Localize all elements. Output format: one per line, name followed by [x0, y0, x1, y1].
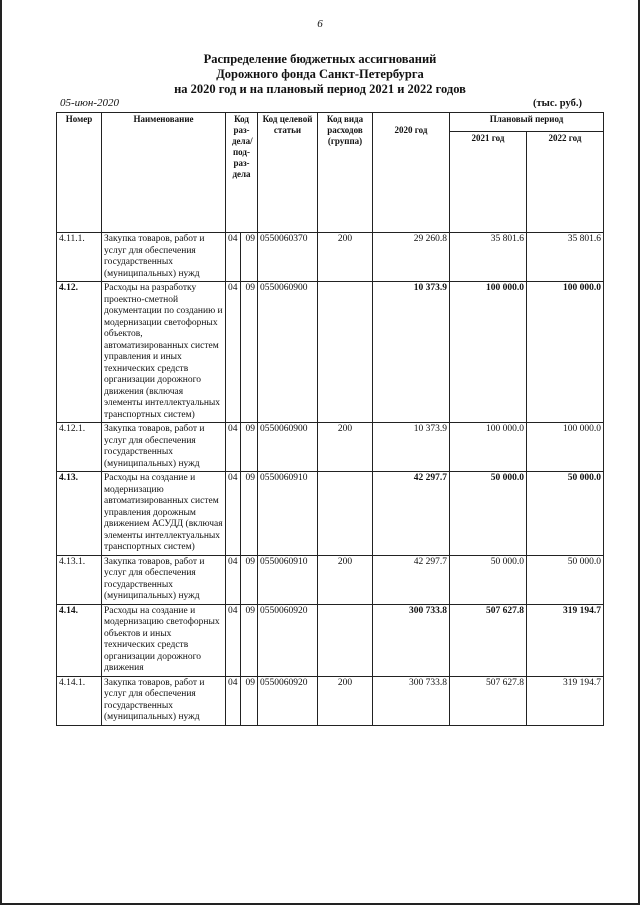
header-planning-period: Плановый период — [450, 113, 604, 132]
table-row — [57, 233, 604, 282]
row-number: 4.12. — [57, 282, 102, 423]
row-section-code: 04 — [226, 604, 241, 676]
header-2022: 2022 год — [527, 132, 604, 233]
row-name: Закупка товаров, работ и услуг для обеспечения государственных (муниципальных) нужд — [102, 676, 226, 725]
row-amount-2022: 319 194.7 — [527, 604, 604, 676]
row-section-code: 04 — [226, 282, 241, 423]
title-line-1: Распределение бюджетных ассигнований — [203, 52, 437, 66]
row-name: Расходы на разработку проектно-сметной документации по созданию и модернизации светофорных объектов, автоматизированных систем управления и иных технических средств организации дорожного движения (включая элементы интеллектуальных транспортных систем) — [102, 282, 226, 423]
row-amount-2021: 507 627.8 — [450, 604, 527, 676]
header-kind: Код вида расходов (группа) — [318, 113, 373, 233]
row-kind-code: 200 — [318, 676, 373, 725]
table-row — [57, 604, 604, 676]
row-amount-2022: 35 801.6 — [527, 233, 604, 282]
row-target-code: 0550060910 — [258, 555, 318, 604]
row-kind-code: 200 — [318, 233, 373, 282]
row-section-code: 04 — [226, 423, 241, 472]
row-kind-code — [318, 604, 373, 676]
row-kind-code — [318, 282, 373, 423]
row-amount-2020: 29 260.8 — [373, 233, 450, 282]
row-amount-2022: 50 000.0 — [527, 555, 604, 604]
row-number: 4.12.1. — [57, 423, 102, 472]
row-number: 4.14.1. — [57, 676, 102, 725]
row-amount-2021: 50 000.0 — [450, 555, 527, 604]
header-section: Код раз- дела/ под- раз- дела — [226, 113, 258, 233]
row-section-code: 04 — [226, 555, 241, 604]
row-amount-2021: 35 801.6 — [450, 233, 527, 282]
row-amount-2020: 10 373.9 — [373, 282, 450, 423]
table-row — [57, 555, 604, 604]
row-target-code: 0550060920 — [258, 676, 318, 725]
row-amount-2020: 42 297.7 — [373, 472, 450, 556]
row-subsection-code: 09 — [241, 472, 258, 556]
row-amount-2020: 42 297.7 — [373, 555, 450, 604]
row-section-code: 04 — [226, 233, 241, 282]
title-line-3: на 2020 год и на плановый период 2021 и 2022 годов — [174, 82, 466, 96]
row-number: 4.13. — [57, 472, 102, 556]
header-number: Номер — [57, 113, 102, 233]
row-amount-2020: 300 733.8 — [373, 604, 450, 676]
row-name: Закупка товаров, работ и услуг для обеспечения государственных (муниципальных) нужд — [102, 423, 226, 472]
document-date: 05-июн-2020 — [60, 97, 120, 109]
table-row — [57, 282, 604, 423]
row-amount-2021: 100 000.0 — [450, 423, 527, 472]
row-name: Расходы на создание и модернизацию светофорных объектов и иных технических средств организации дорожного движения — [102, 604, 226, 676]
row-target-code: 0550060920 — [258, 604, 318, 676]
document-title — [0, 52, 640, 97]
header-2020: 2020 год — [373, 113, 450, 233]
row-name: Закупка товаров, работ и услуг для обеспечения государственных (муниципальных) нужд — [102, 555, 226, 604]
row-amount-2021: 100 000.0 — [450, 282, 527, 423]
row-target-code: 0550060910 — [258, 472, 318, 556]
row-amount-2022: 50 000.0 — [527, 472, 604, 556]
row-amount-2021: 50 000.0 — [450, 472, 527, 556]
row-target-code: 0550060370 — [258, 233, 318, 282]
units-label: (тыс. руб.) — [533, 98, 582, 109]
row-kind-code: 200 — [318, 423, 373, 472]
row-amount-2020: 10 373.9 — [373, 423, 450, 472]
row-name: Закупка товаров, работ и услуг для обеспечения государственных (муниципальных) нужд — [102, 233, 226, 282]
row-amount-2020: 300 733.8 — [373, 676, 450, 725]
table-row — [57, 423, 604, 472]
row-subsection-code: 09 — [241, 555, 258, 604]
header-target: Код целевой статьи — [258, 113, 318, 233]
table-row — [57, 472, 604, 556]
row-name: Расходы на создание и модернизацию автоматизированных систем управления дорожным движением АСУДД (включая элементы интеллектуальных транспортных систем) — [102, 472, 226, 556]
row-number: 4.14. — [57, 604, 102, 676]
row-target-code: 0550060900 — [258, 423, 318, 472]
row-amount-2022: 319 194.7 — [527, 676, 604, 725]
row-subsection-code: 09 — [241, 604, 258, 676]
row-target-code: 0550060900 — [258, 282, 318, 423]
row-subsection-code: 09 — [241, 233, 258, 282]
table-row — [57, 676, 604, 725]
row-kind-code — [318, 472, 373, 556]
row-number: 4.13.1. — [57, 555, 102, 604]
row-subsection-code: 09 — [241, 282, 258, 423]
row-subsection-code: 09 — [241, 423, 258, 472]
row-amount-2021: 507 627.8 — [450, 676, 527, 725]
page-number: 6 — [317, 18, 323, 30]
row-section-code: 04 — [226, 676, 241, 725]
header-2021: 2021 год — [450, 132, 527, 233]
row-section-code: 04 — [226, 472, 241, 556]
header-name: Наименование — [102, 113, 226, 233]
row-number: 4.11.1. — [57, 233, 102, 282]
row-amount-2022: 100 000.0 — [527, 282, 604, 423]
row-amount-2022: 100 000.0 — [527, 423, 604, 472]
budget-table — [56, 112, 604, 726]
title-line-2: Дорожного фонда Санкт-Петербурга — [216, 67, 424, 81]
row-kind-code: 200 — [318, 555, 373, 604]
row-subsection-code: 09 — [241, 676, 258, 725]
